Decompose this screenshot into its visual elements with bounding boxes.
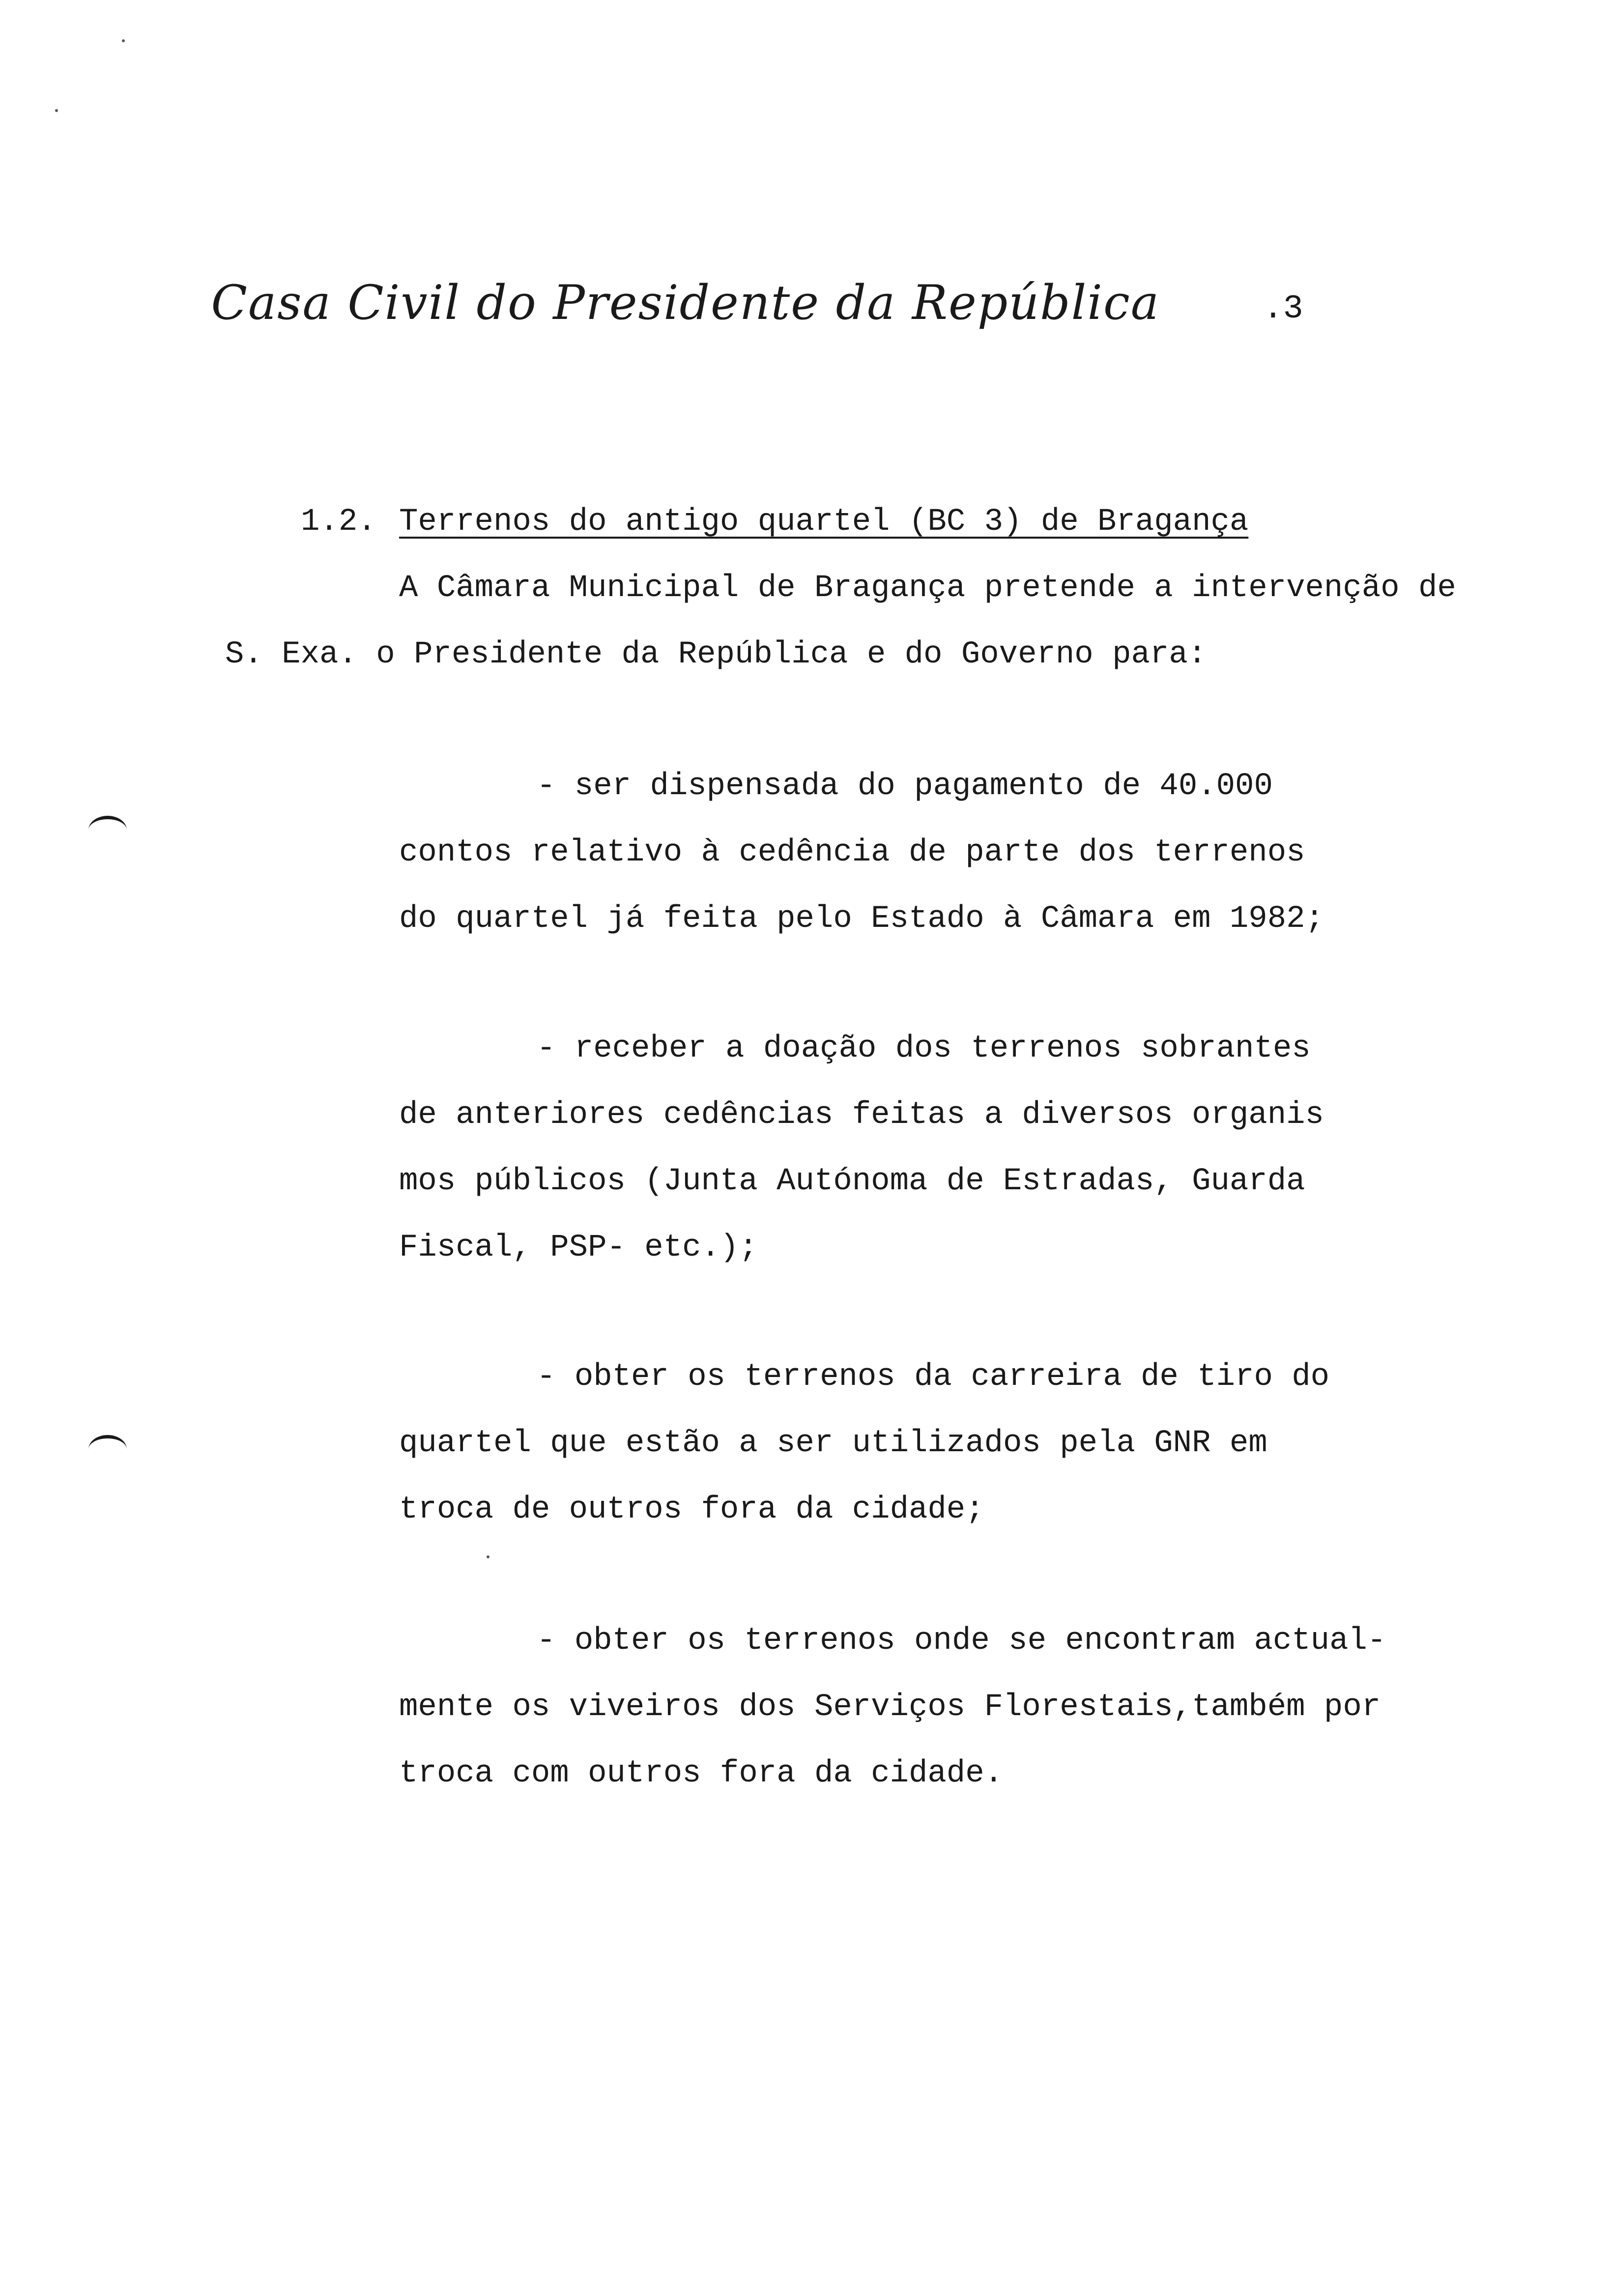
list-item-line: quartel que estão a ser utilizados pela GNR em	[399, 1426, 1267, 1461]
scan-speck	[55, 109, 58, 112]
list-item-first-line: - receber a doação dos terrenos sobrantes	[537, 1031, 1311, 1066]
list-item-line: do quartel já feita pelo Estado à Câmara em 1982;	[399, 901, 1324, 937]
list-item-line: mente os viveiros dos Serviços Florestais,também por	[399, 1690, 1381, 1725]
list-item-line: troca de outros fora da cidade;	[399, 1492, 984, 1527]
letterhead: Casa Civil do Presidente da República	[211, 275, 1160, 330]
list-item-first-line: - obter os terrenos onde se encontram actual-	[537, 1623, 1386, 1659]
section-number: 1.2.	[301, 504, 376, 540]
list-item-line: Fiscal, PSP- etc.);	[399, 1230, 758, 1265]
list-item-first-line: - ser dispensada do pagamento de 40.000	[537, 769, 1273, 804]
list-item-line: contos relativo à cedência de parte dos terrenos	[399, 835, 1305, 870]
list-item-line: troca com outros fora da cidade.	[399, 1756, 1003, 1791]
list-item-line: mos públicos (Junta Autónoma de Estradas, Guarda	[399, 1164, 1305, 1199]
page-number: .3	[1263, 290, 1303, 328]
scan-speck	[487, 1555, 489, 1558]
intro-line: A Câmara Municipal de Bragança pretende a intervenção de	[399, 571, 1456, 606]
section-title: Terrenos do antigo quartel (BC 3) de Bragança	[399, 504, 1249, 540]
intro-line: S. Exa. o Presidente da República e do Governo para:	[225, 637, 1207, 672]
scan-speck	[122, 39, 125, 42]
list-item-first-line: - obter os terrenos da carreira de tiro do	[537, 1359, 1330, 1395]
binder-hole-mark	[88, 816, 127, 830]
list-item-line: de anteriores cedências feitas a diversos organis	[399, 1097, 1324, 1133]
binder-hole-mark	[88, 1435, 127, 1449]
